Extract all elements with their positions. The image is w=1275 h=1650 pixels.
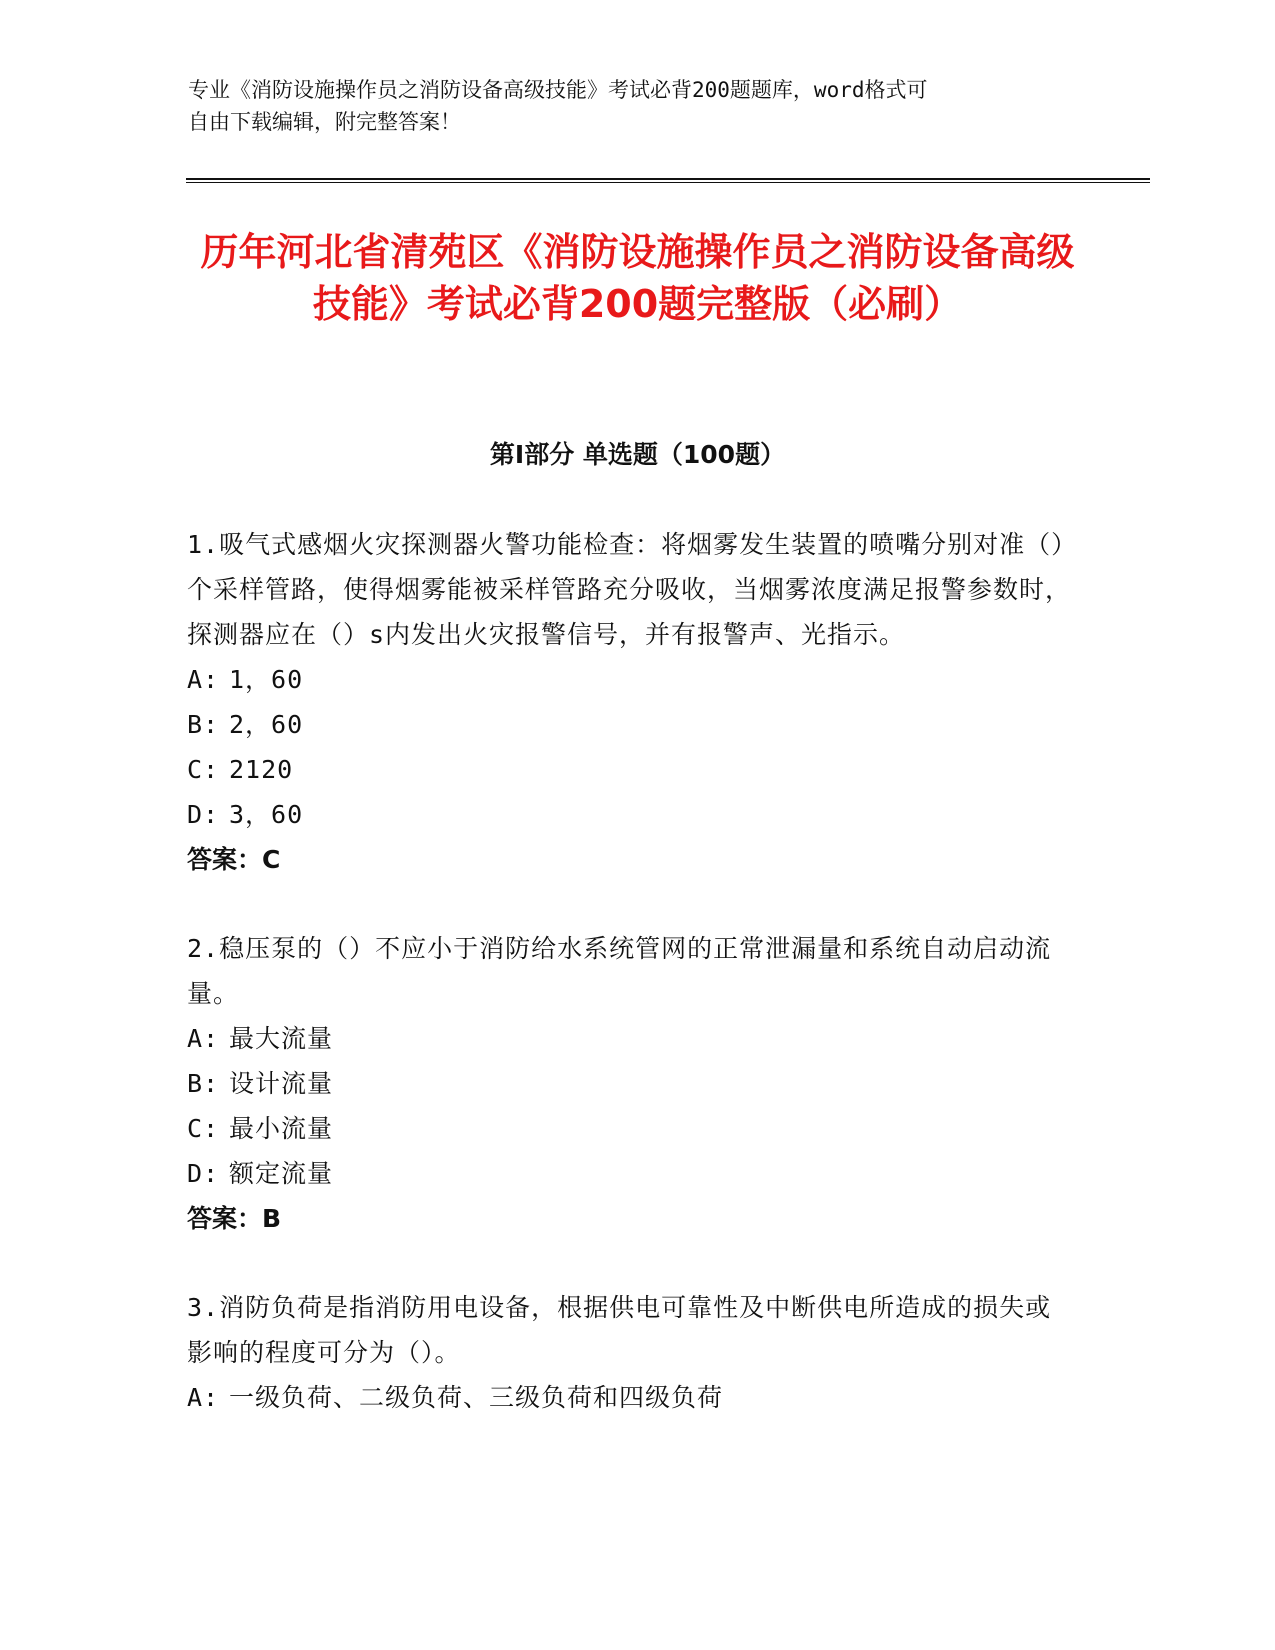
question-option <box>187 702 1077 747</box>
option-key: B: <box>187 710 220 739</box>
option-key: A: <box>187 665 220 694</box>
option-key: C: <box>187 755 220 784</box>
option-text: 最大流量 <box>229 1024 334 1053</box>
question-option <box>187 747 1077 792</box>
question-stem: 2.稳压泵的（）不应小于消防给水系统管网的正常泄漏量和系统自动启动流量。 <box>187 934 1052 1008</box>
option-key: B: <box>187 1069 220 1098</box>
question-stem: 3.消防负荷是指消防用电设备，根据供电可靠性及中断供电所造成的损失或影响的程度可分为（）。 <box>187 1293 1052 1367</box>
question-answer: 答案：B <box>187 1204 282 1233</box>
option-key: C: <box>187 1114 220 1143</box>
header-divider-thick <box>186 178 1150 180</box>
question-option <box>187 657 1077 702</box>
option-key: A: <box>187 1383 220 1412</box>
option-text: 3，60 <box>229 800 304 829</box>
option-text: 一级负荷、二级负荷、三级负荷和四级负荷 <box>229 1383 724 1412</box>
question-option <box>187 1061 1077 1106</box>
option-key: D: <box>187 1159 220 1188</box>
question-option <box>187 792 1077 837</box>
option-key: A: <box>187 1024 220 1053</box>
question-answer: 答案：C <box>187 845 281 874</box>
header-note <box>188 74 1078 138</box>
question-list <box>187 522 1077 1464</box>
header-note-line-2: 自由下载编辑，附完整答案！ <box>188 110 461 134</box>
question-item <box>187 522 1077 882</box>
option-text: 2120 <box>229 755 294 784</box>
header-note-line-1: 专业《消防设施操作员之消防设备高级技能》考试必背200题题库，word格式可 <box>188 78 928 102</box>
question-item <box>187 926 1077 1241</box>
question-option <box>187 1151 1077 1196</box>
question-stem: 1.吸气式感烟火灾探测器火警功能检查：将烟雾发生装置的喷嘴分别对准（）个采样管路，使得烟雾能被采样管路充分吸收，当烟雾浓度满足报警参数时，探测器应在（）s内发出火灾报警信号，并有报警声、光指示。 <box>187 530 1072 649</box>
option-text: 2，60 <box>229 710 304 739</box>
option-text: 额定流量 <box>229 1159 334 1188</box>
header-divider-thin <box>186 182 1150 183</box>
option-text: 设计流量 <box>229 1069 334 1098</box>
question-item <box>187 1285 1077 1420</box>
question-option <box>187 1016 1077 1061</box>
option-key: D: <box>187 800 220 829</box>
question-option <box>187 1106 1077 1151</box>
option-text: 1，60 <box>229 665 304 694</box>
section-title: 第Ⅰ部分 单选题（100题） <box>489 440 786 469</box>
question-option <box>187 1375 1077 1420</box>
option-text: 最小流量 <box>229 1114 334 1143</box>
document-title: 历年河北省清苑区《消防设施操作员之消防设备高级技能》考试必背200题完整版（必刷） <box>200 230 1075 326</box>
